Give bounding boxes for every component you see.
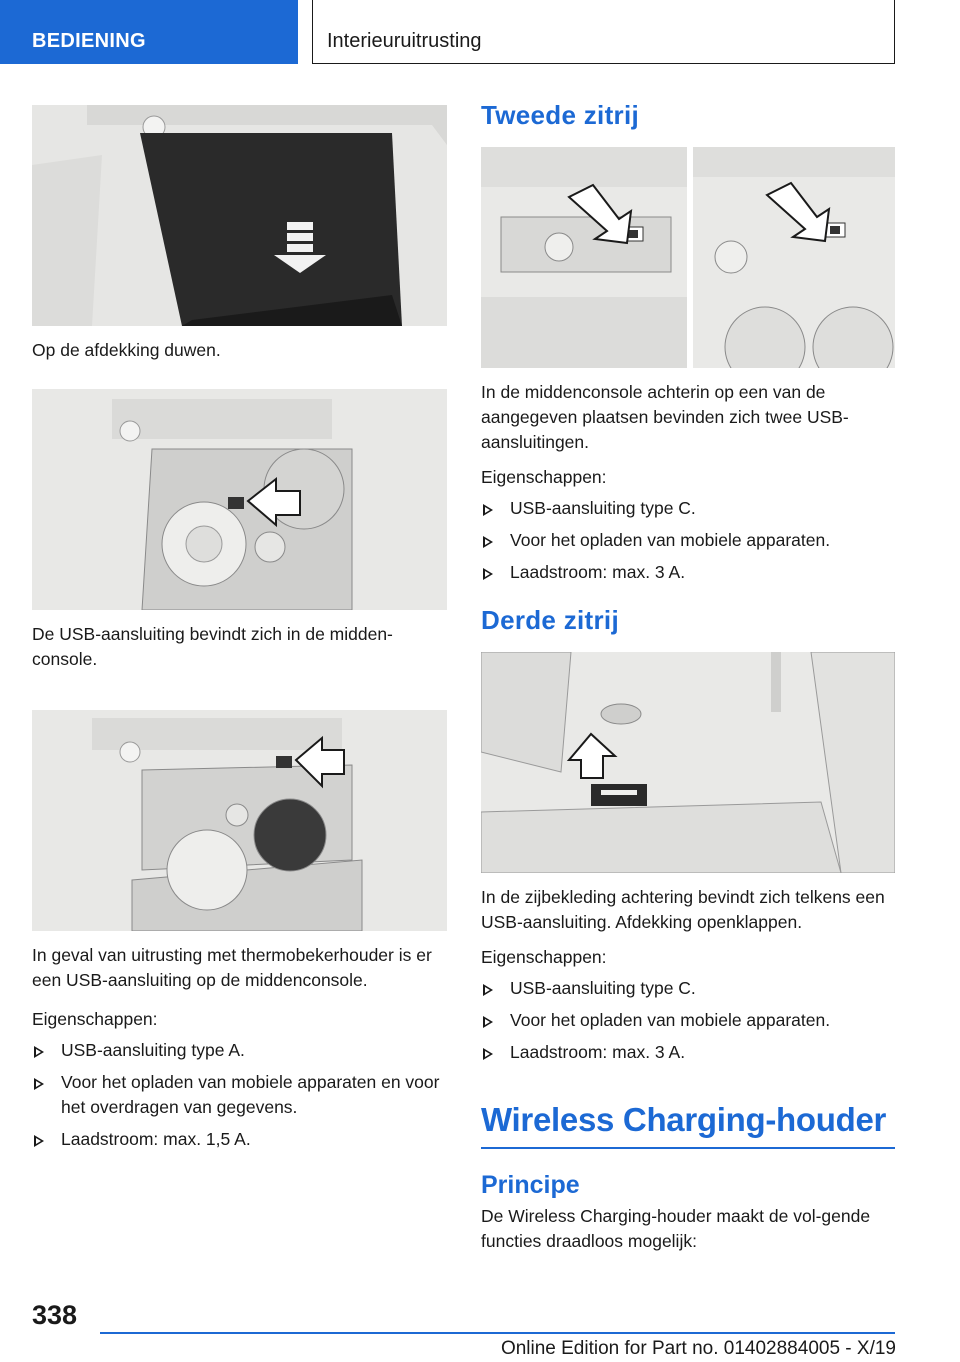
bullet-triangle-icon xyxy=(483,1016,493,1028)
list-item: Voor het opladen van mobiele apparaten en voor het overdragen van gegevens. xyxy=(32,1070,447,1120)
text-wireless-principle: De Wireless Charging-houder maakt de vol-gende functies draadloos mogelijk: xyxy=(481,1206,871,1251)
list-item: Laadstroom: max. 3 A. xyxy=(481,1040,895,1065)
footer-edition: Online Edition for Part no. 01402884005 - X/19 xyxy=(500,1338,896,1359)
list-item: Laadstroom: max. 1,5 A. xyxy=(32,1127,447,1152)
section-tab xyxy=(0,0,298,64)
figure-usb-thermo-holder xyxy=(32,710,447,931)
list-item: USB-aansluiting type C. xyxy=(481,976,895,1001)
bullet-triangle-icon xyxy=(34,1135,44,1147)
props-list-second-row xyxy=(481,496,895,585)
props-list-third-row xyxy=(481,976,895,1065)
figure-second-row-right xyxy=(693,147,895,368)
caption-cover-push: Op de afdekking duwen. xyxy=(32,340,221,360)
footer-divider xyxy=(100,1332,895,1334)
caption-usb-thermo-holder: In geval van uitrusting met thermobekerhouder is er een USB-aansluiting op de middenconsole. xyxy=(32,945,432,990)
bullet-triangle-icon xyxy=(483,536,493,548)
figure-usb-middle-console xyxy=(32,389,447,610)
props-label-third-row: Eigenschappen: xyxy=(481,947,607,967)
bullet-triangle-icon xyxy=(34,1078,44,1090)
list-item: Laadstroom: max. 3 A. xyxy=(481,560,895,585)
props-list-left xyxy=(32,1038,447,1152)
text-third-row: In de zijbekleding achtering bevindt zich telkens een USB-aansluiting. Afdekking openklappen. xyxy=(481,887,885,932)
props-label-second-row: Eigenschappen: xyxy=(481,467,607,487)
heading-second-row: Tweede zitrij xyxy=(481,100,640,130)
right-column xyxy=(481,100,895,1254)
section-title: BEDIENING xyxy=(32,30,146,52)
figure-second-row-group xyxy=(481,147,895,368)
left-column xyxy=(32,105,447,1159)
figure-second-row-left xyxy=(481,147,687,368)
caption-usb-middle-console: De USB-aansluiting bevindt zich in de midden-console. xyxy=(32,624,393,669)
text-second-row: In de middenconsole achterin op een van de aangegeven plaatsen bevinden zich twee USB-aansluitingen. xyxy=(481,382,849,452)
figure-cover-push xyxy=(32,105,447,326)
props-label-left: Eigenschappen: xyxy=(32,1009,158,1029)
chapter-title: Interieuruitrusting xyxy=(327,30,482,52)
heading-wireless-charging: Wireless Charging-houder xyxy=(481,1101,895,1149)
bullet-triangle-icon xyxy=(483,568,493,580)
list-item: USB-aansluiting type C. xyxy=(481,496,895,521)
heading-third-row: Derde zitrij xyxy=(481,605,619,635)
bullet-triangle-icon xyxy=(483,504,493,516)
list-item: USB-aansluiting type A. xyxy=(32,1038,447,1063)
subheading-principle: Principe xyxy=(481,1171,580,1199)
list-item: Voor het opladen van mobiele apparaten. xyxy=(481,1008,895,1033)
list-item: Voor het opladen van mobiele apparaten. xyxy=(481,528,895,553)
chapter-header xyxy=(312,0,895,64)
bullet-triangle-icon xyxy=(483,984,493,996)
bullet-triangle-icon xyxy=(34,1046,44,1058)
figure-third-row xyxy=(481,652,895,873)
page-number: 338 xyxy=(32,1300,78,1330)
bullet-triangle-icon xyxy=(483,1048,493,1060)
